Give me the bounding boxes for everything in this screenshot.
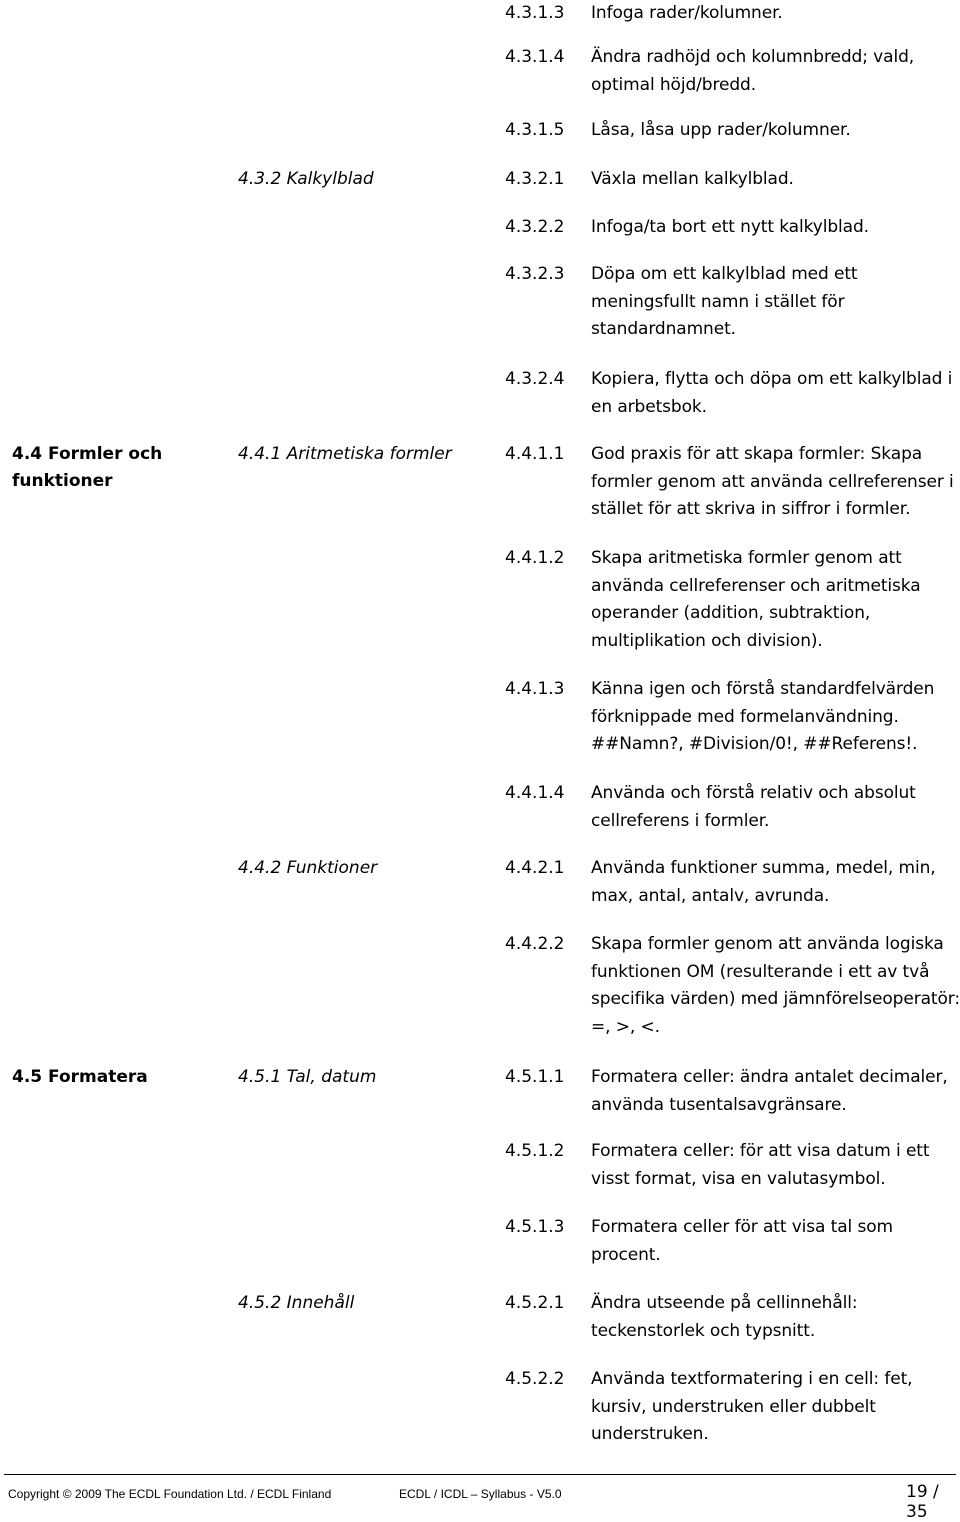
category-cell: 4.4 Formler och funktioner <box>12 444 163 491</box>
task-cell: Använda textformatering i en cell: fet, kursiv, understruken eller dubbelt understruken. <box>591 1369 913 1444</box>
task-cell: Skapa aritmetiska formler genom att använda cellreferenser och aritmetiska operander (addition, subtraktion, multiplikation och division). <box>591 548 921 651</box>
ref-cell: 4.4.1.4 <box>505 783 565 803</box>
category-cell: 4.5 Formatera <box>12 1067 148 1087</box>
task-cell: Skapa formler genom att använda logiska funktionen OM (resulterande i ett av två specifika värden) med jämnförelseoperatör: =, >, <. <box>591 934 960 1037</box>
page-footer <box>0 1474 960 1522</box>
task-cell: Kopiera, flytta och döpa om ett kalkylblad i en arbetsbok. <box>591 369 953 417</box>
task-cell: Ändra utseende på cellinnehåll: teckenstorlek och typsnitt. <box>591 1293 858 1341</box>
ref-cell: 4.3.2.2 <box>505 217 565 237</box>
ref-cell: 4.5.1.2 <box>505 1141 565 1161</box>
ref-cell: 4.5.1.3 <box>505 1217 565 1237</box>
ref-cell: 4.3.1.4 <box>505 47 565 67</box>
ref-cell: 4.4.2.1 <box>505 858 565 878</box>
ref-cell: 4.5.1.1 <box>505 1067 565 1087</box>
ref-cell: 4.3.2.1 <box>505 169 565 189</box>
task-cell: Formatera celler: ändra antalet decimaler, använda tusentalsavgränsare. <box>591 1067 948 1115</box>
footer-syllabus-title: ECDL / ICDL – Syllabus - V5.0 <box>399 1487 562 1501</box>
footer-divider <box>4 1474 956 1475</box>
skill-set-cell: 4.5.1 Tal, datum <box>238 1067 377 1087</box>
ref-cell: 4.3.2.4 <box>505 369 565 389</box>
task-cell: Känna igen och förstå standardfelvärden förknippade med formelanvändning. ##Namn?, #Division/0!, ##Referens!. <box>591 679 935 754</box>
task-cell: God praxis för att skapa formler: Skapa formler genom att använda cellreferenser i stället för att skriva in siffror i formler. <box>591 444 954 519</box>
task-cell: Använda och förstå relativ och absolut cellreferens i formler. <box>591 783 916 831</box>
task-cell: Använda funktioner summa, medel, min, max, antal, antalv, avrunda. <box>591 858 936 906</box>
task-cell: Formatera celler: för att visa datum i ett visst format, visa en valutasymbol. <box>591 1141 930 1189</box>
task-cell: Infoga/ta bort ett nytt kalkylblad. <box>591 217 869 237</box>
footer-page-number: 19 / 35 <box>906 1482 939 1522</box>
ref-cell: 4.5.2.1 <box>505 1293 565 1313</box>
ref-cell: 4.4.1.1 <box>505 444 565 464</box>
footer-copyright: Copyright © 2009 The ECDL Foundation Ltd. / ECDL Finland <box>8 1487 332 1501</box>
ref-cell: 4.4.1.3 <box>505 679 565 699</box>
ref-cell: 4.4.1.2 <box>505 548 565 568</box>
skill-set-cell: 4.4.1 Aritmetiska formler <box>238 444 452 464</box>
ref-cell: 4.4.2.2 <box>505 934 565 954</box>
task-cell: Döpa om ett kalkylblad med ett meningsfullt namn i stället för standardnamnet. <box>591 264 858 339</box>
task-cell: Växla mellan kalkylblad. <box>591 169 794 189</box>
ref-cell: 4.3.1.5 <box>505 120 565 140</box>
ref-cell: 4.3.1.3 <box>505 3 565 23</box>
task-cell: Formatera celler för att visa tal som procent. <box>591 1217 894 1265</box>
skill-set-cell: 4.3.2 Kalkylblad <box>238 169 374 189</box>
skill-set-cell: 4.4.2 Funktioner <box>238 858 378 878</box>
task-cell: Ändra radhöjd och kolumnbredd; vald, optimal höjd/bredd. <box>591 47 915 95</box>
ref-cell: 4.5.2.2 <box>505 1369 565 1389</box>
ref-cell: 4.3.2.3 <box>505 264 565 284</box>
task-cell: Låsa, låsa upp rader/kolumner. <box>591 120 851 140</box>
task-cell: Infoga rader/kolumner. <box>591 3 783 23</box>
skill-set-cell: 4.5.2 Innehåll <box>238 1293 355 1313</box>
